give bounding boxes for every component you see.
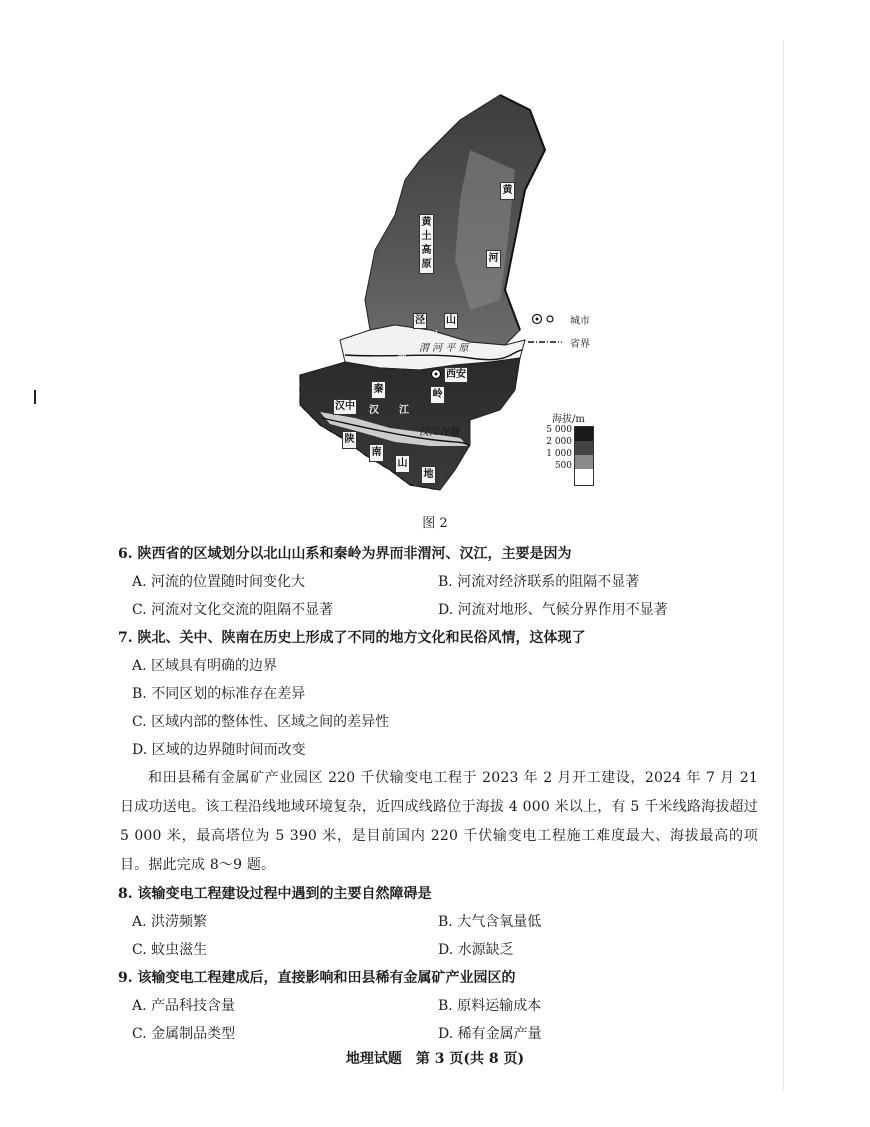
q6-option-c[interactable]: C. 河流对文化交流的阻隔不显著 bbox=[132, 602, 334, 618]
question-8-stem: 8. 该输变电工程建设过程中遇到的主要自然障碍是 bbox=[118, 886, 432, 902]
label-beishan-mountain: 山 bbox=[444, 313, 458, 329]
q6-option-d[interactable]: D. 河流对地形、气候分界作用不显著 bbox=[438, 602, 668, 618]
label-chuan: 川 bbox=[428, 331, 438, 342]
question-6-stem: 6. 陕西省的区域划分以北山山系和秦岭为界而非渭河、汉江，主要是因为 bbox=[118, 546, 572, 562]
question-8-options-row-2 bbox=[118, 936, 758, 964]
label-jing: 泾 bbox=[413, 313, 427, 329]
shaanxi-map bbox=[0, 0, 620, 505]
question-6-options-row-1 bbox=[118, 568, 758, 596]
q7-option-b[interactable]: B. 不同区划的标准存在差异 bbox=[132, 686, 306, 702]
label-beishan: 北 bbox=[393, 336, 403, 347]
question-8-options-row-1 bbox=[118, 908, 758, 936]
q8-option-d[interactable]: D. 水源缺乏 bbox=[438, 942, 514, 958]
q6-option-b[interactable]: B. 河流对经济联系的阻隔不显著 bbox=[438, 574, 640, 590]
q9-option-c[interactable]: C. 金属制品类型 bbox=[132, 1026, 236, 1042]
question-6-options-row-2 bbox=[118, 596, 758, 624]
elevation-legend-bar bbox=[574, 426, 594, 486]
label-xian: 西安 bbox=[444, 367, 468, 383]
label-shaan: 陕 bbox=[342, 431, 357, 449]
label-shan: 山 bbox=[395, 455, 410, 473]
question-7-stem: 7. 陕北、关中、陕南在历史上形成了不同的地方文化和民俗风情，这体现了 bbox=[118, 630, 586, 646]
label-hanzhong: 汉中 bbox=[333, 399, 357, 415]
legend-city-label: 城市 bbox=[570, 316, 590, 327]
legend-boundary-label: 省界 bbox=[570, 339, 590, 350]
elevation-legend-labels: 5 000 2 000 1 000 500 bbox=[546, 425, 572, 471]
label-hanjiang-valley: 汉江谷地 bbox=[419, 427, 459, 438]
question-9-stem: 9. 该输变电工程建成后，直接影响和田县稀有金属矿产业园区的 bbox=[118, 970, 516, 986]
question-9-options-row-2 bbox=[118, 1020, 758, 1048]
label-han: 汉 bbox=[369, 405, 379, 416]
label-loess-plateau: 黄 土 高 原 bbox=[419, 214, 434, 274]
q8-option-a[interactable]: A. 洪涝频繁 bbox=[132, 914, 208, 930]
label-nan: 南 bbox=[369, 444, 384, 462]
q9-option-d[interactable]: D. 稀有金属产量 bbox=[438, 1026, 542, 1042]
q9-option-b[interactable]: B. 原料运输成本 bbox=[438, 998, 542, 1014]
page-edge-line bbox=[783, 40, 784, 1090]
label-yellow-river-1: 黄 bbox=[500, 182, 515, 200]
label-wei-mid: 河 bbox=[397, 351, 407, 362]
reading-passage: 和田县稀有金属矿产业园区 220 千伏输变电工程于 2023 年 2 月开工建设，2024 年 7 月 21 日成功送电。该工程沿线地域环境复杂，近四成线路位于海拔 4 000 米以上，有 5 千米线路海拔超过 5 000 米，最高塔位为 5 390 米，是目前国内 220 千伏输变电工程施工难度最大、海拔最高的项目。据此完成 8～9 题。 bbox=[120, 770, 758, 873]
label-jiang: 江 bbox=[399, 405, 409, 416]
question-section bbox=[118, 540, 758, 1048]
q9-option-a[interactable]: A. 产品科技含量 bbox=[132, 998, 236, 1014]
q8-option-b[interactable]: B. 大气含氧量低 bbox=[438, 914, 542, 930]
question-9-options-row-1 bbox=[118, 992, 758, 1020]
elevation-legend-title: 海拔/m bbox=[552, 414, 585, 425]
page-footer: 地理试题 第 3 页(共 8 页) bbox=[345, 1051, 525, 1067]
q6-option-a[interactable]: A. 河流的位置随时间变化大 bbox=[132, 574, 306, 590]
q7-option-a[interactable]: A. 区域具有明确的边界 bbox=[132, 658, 278, 674]
q7-option-d[interactable]: D. 区域的边界随时间而改变 bbox=[132, 742, 306, 758]
label-ling: 岭 bbox=[430, 386, 445, 404]
label-qin: 秦 bbox=[371, 381, 386, 399]
label-guanzhong-plain: 渭 河 平 原 bbox=[419, 343, 469, 354]
label-wei-left: 渭 bbox=[364, 346, 374, 357]
q7-option-c[interactable]: C. 区域内部的整体性、区域之间的差异性 bbox=[132, 714, 390, 730]
label-yellow-river-2: 河 bbox=[486, 250, 501, 268]
figure-caption: 图 2 bbox=[422, 516, 448, 531]
legend-city-symbol-b bbox=[547, 316, 553, 322]
label-di: 地 bbox=[421, 466, 436, 484]
q8-option-c[interactable]: C. 蚊虫滋生 bbox=[132, 942, 208, 958]
